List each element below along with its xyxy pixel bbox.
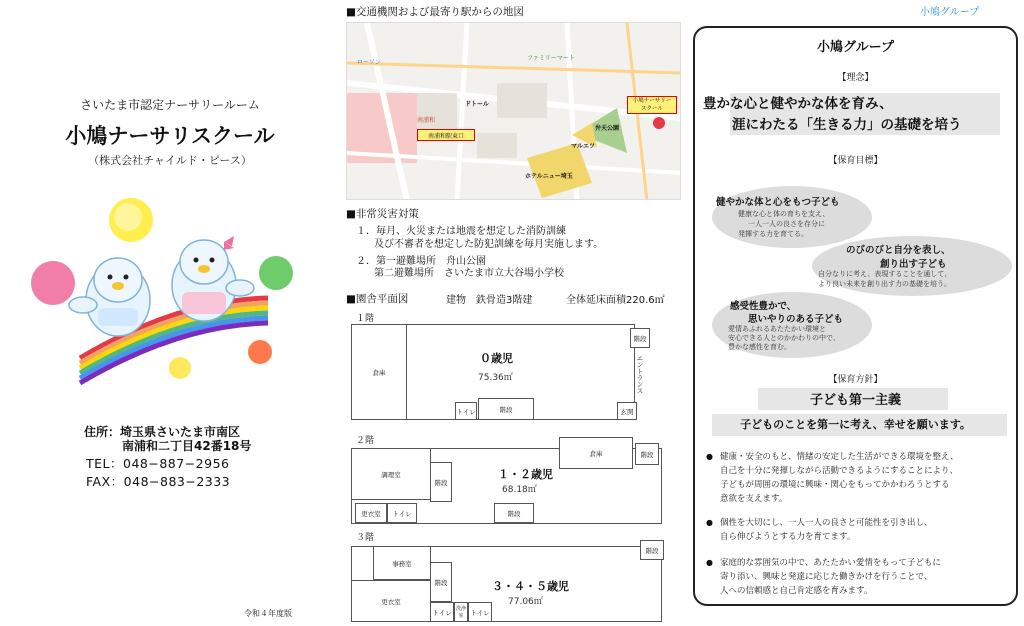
floor2-room-area: 68.18㎡ (502, 485, 537, 495)
idea-line2: 涯にわたる「生きる力」の基礎を培う (732, 117, 962, 133)
disaster-line2a: ２．第一避難場所 舟山公園 (356, 256, 486, 267)
floor3-washroom: 洗浄室 (454, 602, 468, 622)
goal3-heading1: 感受性豊かで、 (730, 301, 797, 312)
policy-title: 子ども第一主義 (809, 393, 901, 408)
disaster-section-title: ■非常災害対策 (346, 208, 419, 220)
floor2-room-name: １・２歳児 (498, 468, 553, 481)
floor1-stairs: 階段 (478, 398, 534, 420)
goal2-text1: 自分なりに考え、表現することを通して、 (818, 270, 952, 278)
tel-number: TEL：048−887−2956 (86, 456, 230, 471)
bullet3-line1: 家庭的な雰囲気の中で、あたたかい愛情をもって子どもに (720, 558, 941, 568)
company-name: （株式会社チャイルド・ピース） (88, 154, 252, 167)
map-label-lawson: ローソン (357, 59, 381, 66)
idea-line1: 豊かな心と健やかな体を育み、 (703, 96, 893, 112)
floorplan-section-title: ■園舎平面図 (346, 293, 409, 305)
floor1-toilet: トイレ (455, 402, 477, 420)
floor1-room-area: 75.36㎡ (478, 373, 513, 383)
floor3-toilet2: トイレ (468, 602, 492, 622)
floor2-stairs2: 階段 (635, 443, 659, 465)
disaster-line2b: 第二避難場所 さいたま市立大谷場小学校 (374, 268, 564, 279)
map-label-station-east: 南浦和駅東口 (417, 129, 475, 141)
goal1-text1: 健康な心と体の育ちを支え、 (738, 210, 830, 218)
floor1-stairs2: 階段 (630, 328, 650, 348)
map-label-park: 弁天公園 (595, 125, 620, 132)
floor3-toilet: トイレ (430, 602, 454, 622)
floor3-stairs: 階段 (430, 562, 452, 602)
floor2-locker: 更衣室 (355, 503, 387, 523)
bullet3-line2: 寄り添い、興味と発達に応じた働きかけを行うことで、 (720, 572, 933, 582)
bullet1-mark: ● (706, 452, 713, 461)
address-line1: 住所：埼玉県さいたま市南区 (84, 425, 241, 439)
floor3-locker: 更衣室 (351, 580, 431, 622)
address-line2: 南浦和二丁目42番18号 (122, 439, 252, 453)
floor2-warehouse: 倉庫 (559, 437, 633, 469)
bullet2-line1: 個性を大切にし、一人一人の良さと可能性を引き出し、 (720, 518, 933, 528)
mascot-illustration (28, 180, 308, 390)
floor3-office: 事務室 (373, 546, 431, 580)
goal1-text3: 発揮する力を育てる。 (738, 230, 808, 238)
floor3-room-area: 77.06㎡ (508, 597, 543, 607)
map-label-doutor: ドトール (465, 101, 489, 108)
goal2-text2: より良い未来を創り出す力の基礎を培う。 (818, 280, 951, 288)
bullet1-line4: 意欲を支えます。 (720, 494, 788, 504)
goal3-text3: 豊かな感性を育む。 (728, 343, 791, 351)
goal1-heading: 健やかな体と心をもつ子ども (716, 197, 840, 208)
goal2-heading2: 創り出す子ども (880, 259, 947, 270)
bullet1-line2: 自己を十分に発揮しながら活動できるようにすることにより、 (720, 466, 959, 476)
bullet3-line3: 人への信頼感と自己肯定感を育みます。 (720, 586, 873, 596)
goal3-text1: 愛情あふれるあたたかい環境と (728, 325, 826, 333)
disaster-line1a: １．毎月、火災または地震を想定した消防訓練 (356, 226, 566, 237)
school-name: 小鳩ナーサリスクール (65, 124, 275, 148)
bullet2-line2: 自ら伸びようとする力を育てます。 (720, 532, 856, 542)
map-label-marue: マルエツ (571, 143, 596, 150)
floor1-label: １階 (356, 314, 375, 324)
goal2-heading1: のびのびと自分を表し、 (846, 245, 951, 256)
policy-label: 【保育方針】 (828, 375, 883, 385)
bullet3-mark: ● (706, 558, 713, 567)
policy-subtitle: 子どものことを第一に考え、幸せを願います。 (740, 418, 971, 431)
goal3-heading2: 思いやりのある子ども (748, 314, 844, 325)
fax-number: FAX：048−883−2333 (86, 474, 231, 489)
subtitle: さいたま市認定ナーサリールーム (80, 98, 260, 112)
map-label-minami-urawa: 南浦和 (417, 117, 436, 124)
bullet1-line3: 子どもが周囲の環境に興味・関心をもってかかわろうとする (720, 480, 950, 490)
floor2-toilet: トイレ (387, 503, 417, 523)
floor3-stairs2: 階段 (640, 540, 664, 560)
bullet2-mark: ● (706, 518, 713, 527)
edition-label: 令和４年度版 (244, 609, 292, 618)
goals-label: 【保育目標】 (828, 156, 883, 166)
floor2-kitchen: 調理室 (351, 448, 431, 500)
floor1-warehouse: 倉庫 (351, 324, 407, 420)
group-name: 小鳩グループ (817, 40, 894, 55)
map-label-hotel: ホテルニュー埼玉 (525, 173, 573, 180)
idea-label: 【理念】 (837, 73, 874, 83)
map-label-family: ファミリーマート (527, 55, 575, 62)
goal3-text2: 安心できる人とのかかわりの中で、 (728, 334, 840, 342)
floor3-room-name: ３・４・５歳児 (492, 580, 569, 593)
floor2-stairs: 階段 (430, 462, 452, 502)
goal1-text2: 一人一人の良さを存分に (748, 220, 825, 228)
floor1-genkan: 玄関 (617, 402, 637, 420)
floor3-label: ３階 (356, 533, 375, 543)
floor2-label: ２階 (356, 436, 375, 446)
floor1-entrance: エントランス (635, 354, 644, 394)
total-floor-area: 全体延床面積220.6㎡ (566, 295, 665, 306)
floor1-room-name: ０歳児 (480, 352, 513, 365)
map-section-title: ■交通機関および最寄り駅からの地図 (346, 6, 524, 18)
map-label-nursery: 小鳩ナーサリー スクール (627, 96, 677, 114)
building-structure: 建物 鉄骨造3階建 (446, 295, 533, 306)
disaster-line1b: 及び不審者を想定した防犯訓練を毎月実施します。 (374, 239, 604, 250)
bullet1-line1: 健康・安全のもと、情緒の安定した生活ができる環境を整え、 (720, 452, 959, 462)
group-logo: 小鳩グループ (920, 7, 980, 18)
floor2-stairs3: 階段 (494, 503, 534, 523)
access-map (346, 22, 681, 200)
